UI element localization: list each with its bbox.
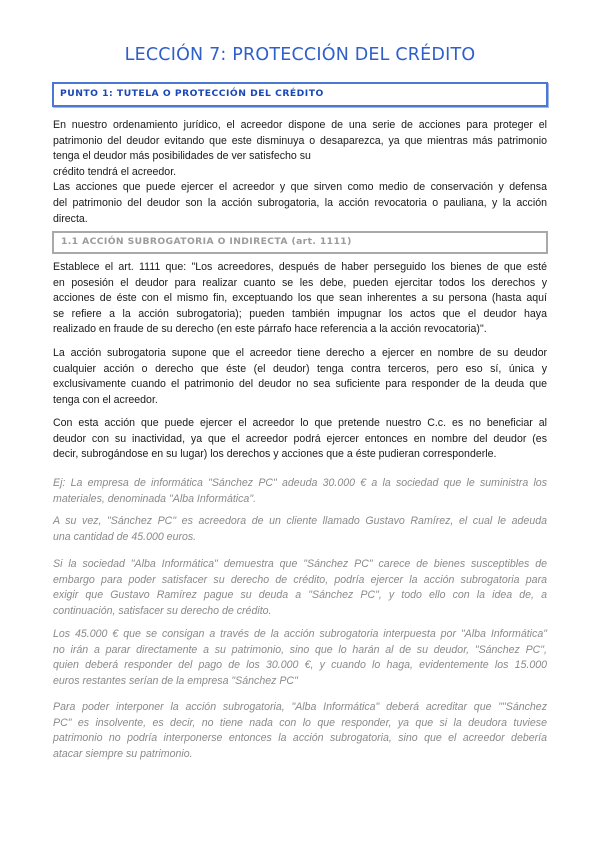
text-line: PC" es insolvente, es decir, no tiene nada con lo que responder, ya que si la deudora tuviese	[53, 716, 547, 729]
text-line: crédito tendrá el acreedor.	[53, 165, 177, 178]
text-line: tenga el deudor más posibilidades de ver satisfecho su	[53, 150, 311, 163]
text-line: A su vez, "Sánchez PC" es acreedora de un cliente llamado Gustavo Ramírez, el cual le adeuda	[53, 515, 547, 527]
example-paragraph-4	[53, 627, 547, 689]
text-line: deudor con su inactividad, ya que el acreedor podrá ejercer entonces en nombre del deudor (es	[53, 432, 547, 445]
text-line: en posesión el deudor para realizar cuanto se les debe, pueden ejercitar todos los derechos y	[53, 276, 547, 289]
example-paragraph-2	[53, 514, 547, 545]
text-line: acciones de éste con el mismo fin, exceptuando los que sean inherentes a su persona (hasta aquí	[53, 292, 547, 305]
text-line: exclusivamente cuando el patrimonio del deudor no sea suficiente para responder de la deuda que	[53, 378, 547, 391]
text-line: Las acciones que puede ejercer el acreedor y que sirven como medio de conservación y defensa	[53, 181, 547, 194]
subsection-heading-box	[52, 231, 548, 254]
intro-paragraph	[53, 118, 547, 227]
text-line: directa.	[53, 212, 88, 225]
text-line: se refiere a la acción subrogatoria); pueden también impugnar los actos que el deudor haya	[53, 307, 547, 320]
text-line: una cantidad de 45.000 euros.	[53, 530, 197, 543]
text-line: En nuestro ordenamiento jurídico, el acreedor dispone de una serie de acciones para proteger el	[53, 119, 547, 131]
text-line: realizado en fraude de su derecho (en este párrafo hace referencia a la acción revocatoria)".	[53, 323, 487, 336]
text-line: Ej: La empresa de informática "Sánchez PC" adeuda 30.000 € a la sociedad que le suministra los	[53, 477, 547, 489]
text-line: Con esta acción que puede ejercer el acreedor lo que pretende nuestro C.c. es no beneficiar al	[53, 417, 547, 429]
text-line: Establece el art. 1111 que: "Los acreedores, después de haber perseguido los bienes de que esté	[53, 261, 547, 273]
example-paragraph-1	[53, 476, 547, 507]
section-heading-box	[52, 82, 548, 107]
lesson-title: LECCIÓN 7: PROTECCIÓN DEL CRÉDITO	[124, 45, 476, 65]
text-line: patrimonio no podría interponerse entonces la acción subrogatoria, sino que el acreedor debería	[53, 732, 547, 745]
text-line: no irán a parar directamente a su patrimonio, sino que lo harán al de su deudor, "Sánchez PC",	[53, 643, 547, 656]
example-paragraph-5	[53, 700, 547, 762]
text-line: atacar siempre su patrimonio.	[53, 747, 193, 760]
text-line: embargo para poder satisfacer su derecho de crédito, podría ejercer la acción subrogatoria para	[53, 573, 547, 586]
text-line: decir, subrogándose en su lugar) los derechos y acciones que a éste pudieran corresponderle.	[53, 448, 497, 461]
example-paragraph-3	[53, 557, 547, 619]
definition-paragraph	[53, 346, 547, 408]
text-line: tenga con el acreedor.	[53, 393, 158, 406]
text-line: Los 45.000 € que se consigan a través de la acción subrogatoria interpuesta por "Alba Informática"	[53, 628, 547, 640]
text-line: La acción subrogatoria supone que el acreedor tiene derecho a ejercer en nombre de su deudor	[53, 347, 547, 359]
subsection-heading: 1.1 ACCIÓN SUBROGATORIA O INDIRECTA (art. 1111)	[61, 236, 352, 247]
text-line: Si la sociedad "Alba Informática" demuestra que "Sánchez PC" carece de bienes susceptibles de	[53, 558, 547, 570]
text-line: del patrimonio del deudor son la acción subrogatoria, la acción revocatoria o pauliana, y la acción	[53, 196, 547, 209]
text-line: euros restantes serían de la empresa "Sánchez PC"	[53, 674, 298, 687]
text-line: materiales, denominada "Alba Informática".	[53, 492, 257, 505]
section-heading: PUNTO 1: TUTELA O PROTECCIÓN DEL CRÉDITO	[60, 88, 324, 99]
purpose-paragraph	[53, 416, 547, 463]
text-line: exigir que Gustavo Ramírez pague su deuda a "Sánchez PC", y todo ello con la idea de, a	[53, 589, 547, 602]
text-line: patrimonio del deudor evitando que este disminuya o desaparezca, ya que mientras más patrimonio	[53, 134, 547, 147]
text-line: Para poder interponer la acción subrogatoria, "Alba Informática" deberá acreditar que ""Sánchez	[53, 701, 547, 713]
text-line: cualquier acción o derecho que éste (el deudor) tenga contra terceros, pero eso sí, única y	[53, 362, 547, 375]
article-paragraph	[53, 260, 547, 338]
text-line: continuación, satisfacer su derecho de crédito.	[53, 604, 272, 617]
text-line: quien deberá responder del pago de los 30.000 €, y cuando lo haga, evidentemente los 15.000	[53, 659, 547, 672]
